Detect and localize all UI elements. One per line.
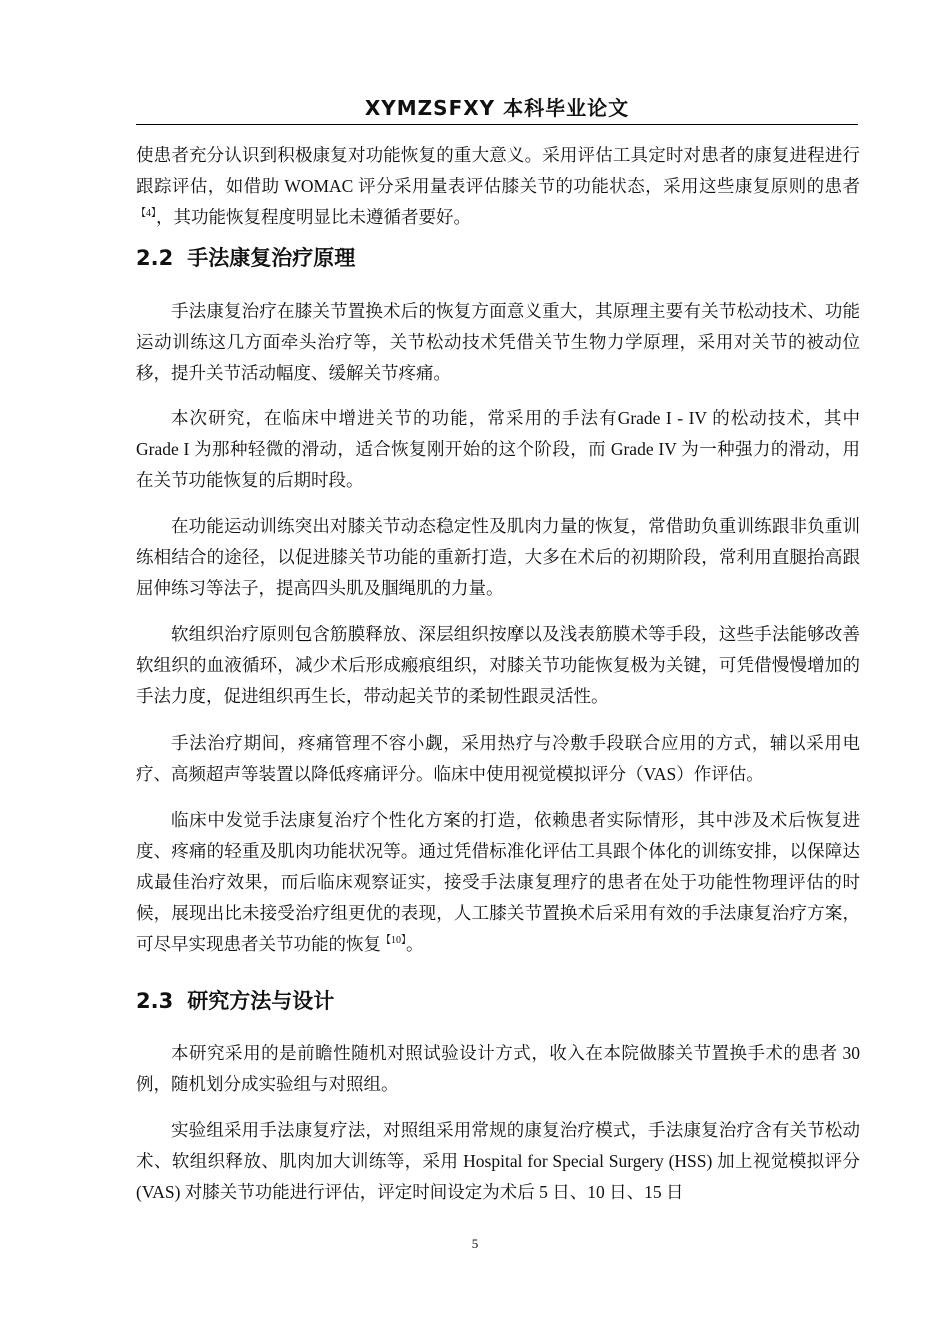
paragraph-text: 临床中发觉手法康复治疗个性化方案的打造，依赖患者实际情形，其中涉及术后恢复进度、疼痛的轻重及肌肉功能状况等。通过凭借标准化评估工具跟个体化的训练安排，以保障达成最佳治疗效果，而后临床观察证实，接受手法康复理疗的患者在处于功能性物理评估的时候，展现出比未接受治疗组更优的表现，人工膝关节置换术后采用有效的手法康复治疗方案，可尽早实现患者关节功能的恢复 [136, 810, 860, 954]
paragraph [136, 805, 860, 960]
paragraph: 软组织治疗原则包含筋膜释放、深层组织按摩以及浅表筋膜术等手段，这些手法能够改善软组织的血液循环，减少术后形成瘢痕组织，对膝关节功能恢复极为关键，可凭借慢慢增加的手法力度，促进组织再生长，带动起关节的柔韧性跟灵活性。 [136, 624, 860, 706]
paragraph: 手法康复治疗在膝关节置换术后的恢复方面意义重大，其原理主要有关节松动技术、功能运动训练这几方面牵头治疗等，关节松动技术凭借关节生物力学原理，采用对关节的被动位移，提升关节活动幅度、缓解关节疼痛。 [136, 301, 860, 383]
paragraph: 实验组采用手法康复疗法，对照组采用常规的康复治疗模式，手法康复治疗含有关节松动术、软组织释放、肌肉加大训练等，采用 Hospital for Special Surgery (HSS) 加上视觉模拟评分 (VAS) 对膝关节功能进行评估，评定时间设定为术后 5 日、10 日、15 日 [136, 1120, 860, 1202]
section-title: 研究方法与设计 [187, 989, 335, 1013]
paragraph-continuation [136, 140, 860, 233]
paragraph: 在功能运动训练突出对膝关节动态稳定性及肌肉力量的恢复，常借助负重训练跟非负重训练相结合的途径，以促进膝关节功能的重新打造，大多在术后的初期阶段，常利用直腿抬高跟屈伸练习等法子，提高四头肌及腘绳肌的力量。 [136, 516, 860, 598]
paragraph: 手法治疗期间，疼痛管理不容小觑，采用热疗与冷敷手段联合应用的方式，辅以采用电疗、高频超声等装置以降低疼痛评分。临床中使用视觉模拟评分（VAS）作评估。 [136, 733, 860, 784]
page-number: 5 [471, 1236, 479, 1251]
paragraph-tail: 。 [406, 934, 424, 954]
section-number: 2.3 [136, 989, 174, 1013]
citation: 【4】 [136, 208, 156, 220]
section-heading-2-2 [136, 243, 355, 273]
header-rule [136, 124, 858, 125]
paragraph-text: 使患者充分认识到积极康复对功能恢复的重大意义。采用评估工具定时对患者的康复进程进行跟踪评估，如借助 WOMAC 评分采用量表评估膝关节的功能状态，采用这些康复原则的患者 [136, 145, 860, 196]
paragraph-tail: ，其功能恢复程度明显比未遵循者要好。 [156, 207, 471, 227]
citation: 【10】 [381, 935, 406, 947]
running-header: XYMZSFXY 本科毕业论文 [364, 96, 630, 120]
paragraph: 本次研究，在临床中增进关节的功能，常采用的手法有Grade I - IV 的松动技术，其中 Grade I 为那种轻微的滑动，适合恢复刚开始的这个阶段，而 Grade IV 为一种强力的滑动，用在关节功能恢复的后期时段。 [136, 408, 860, 490]
paragraph: 本研究采用的是前瞻性随机对照试验设计方式，收入在本院做膝关节置换手术的患者 30 例，随机划分成实验组与对照组。 [136, 1043, 860, 1094]
section-title: 手法康复治疗原理 [187, 246, 356, 270]
section-number: 2.2 [136, 246, 174, 270]
section-heading-2-3 [136, 986, 334, 1016]
